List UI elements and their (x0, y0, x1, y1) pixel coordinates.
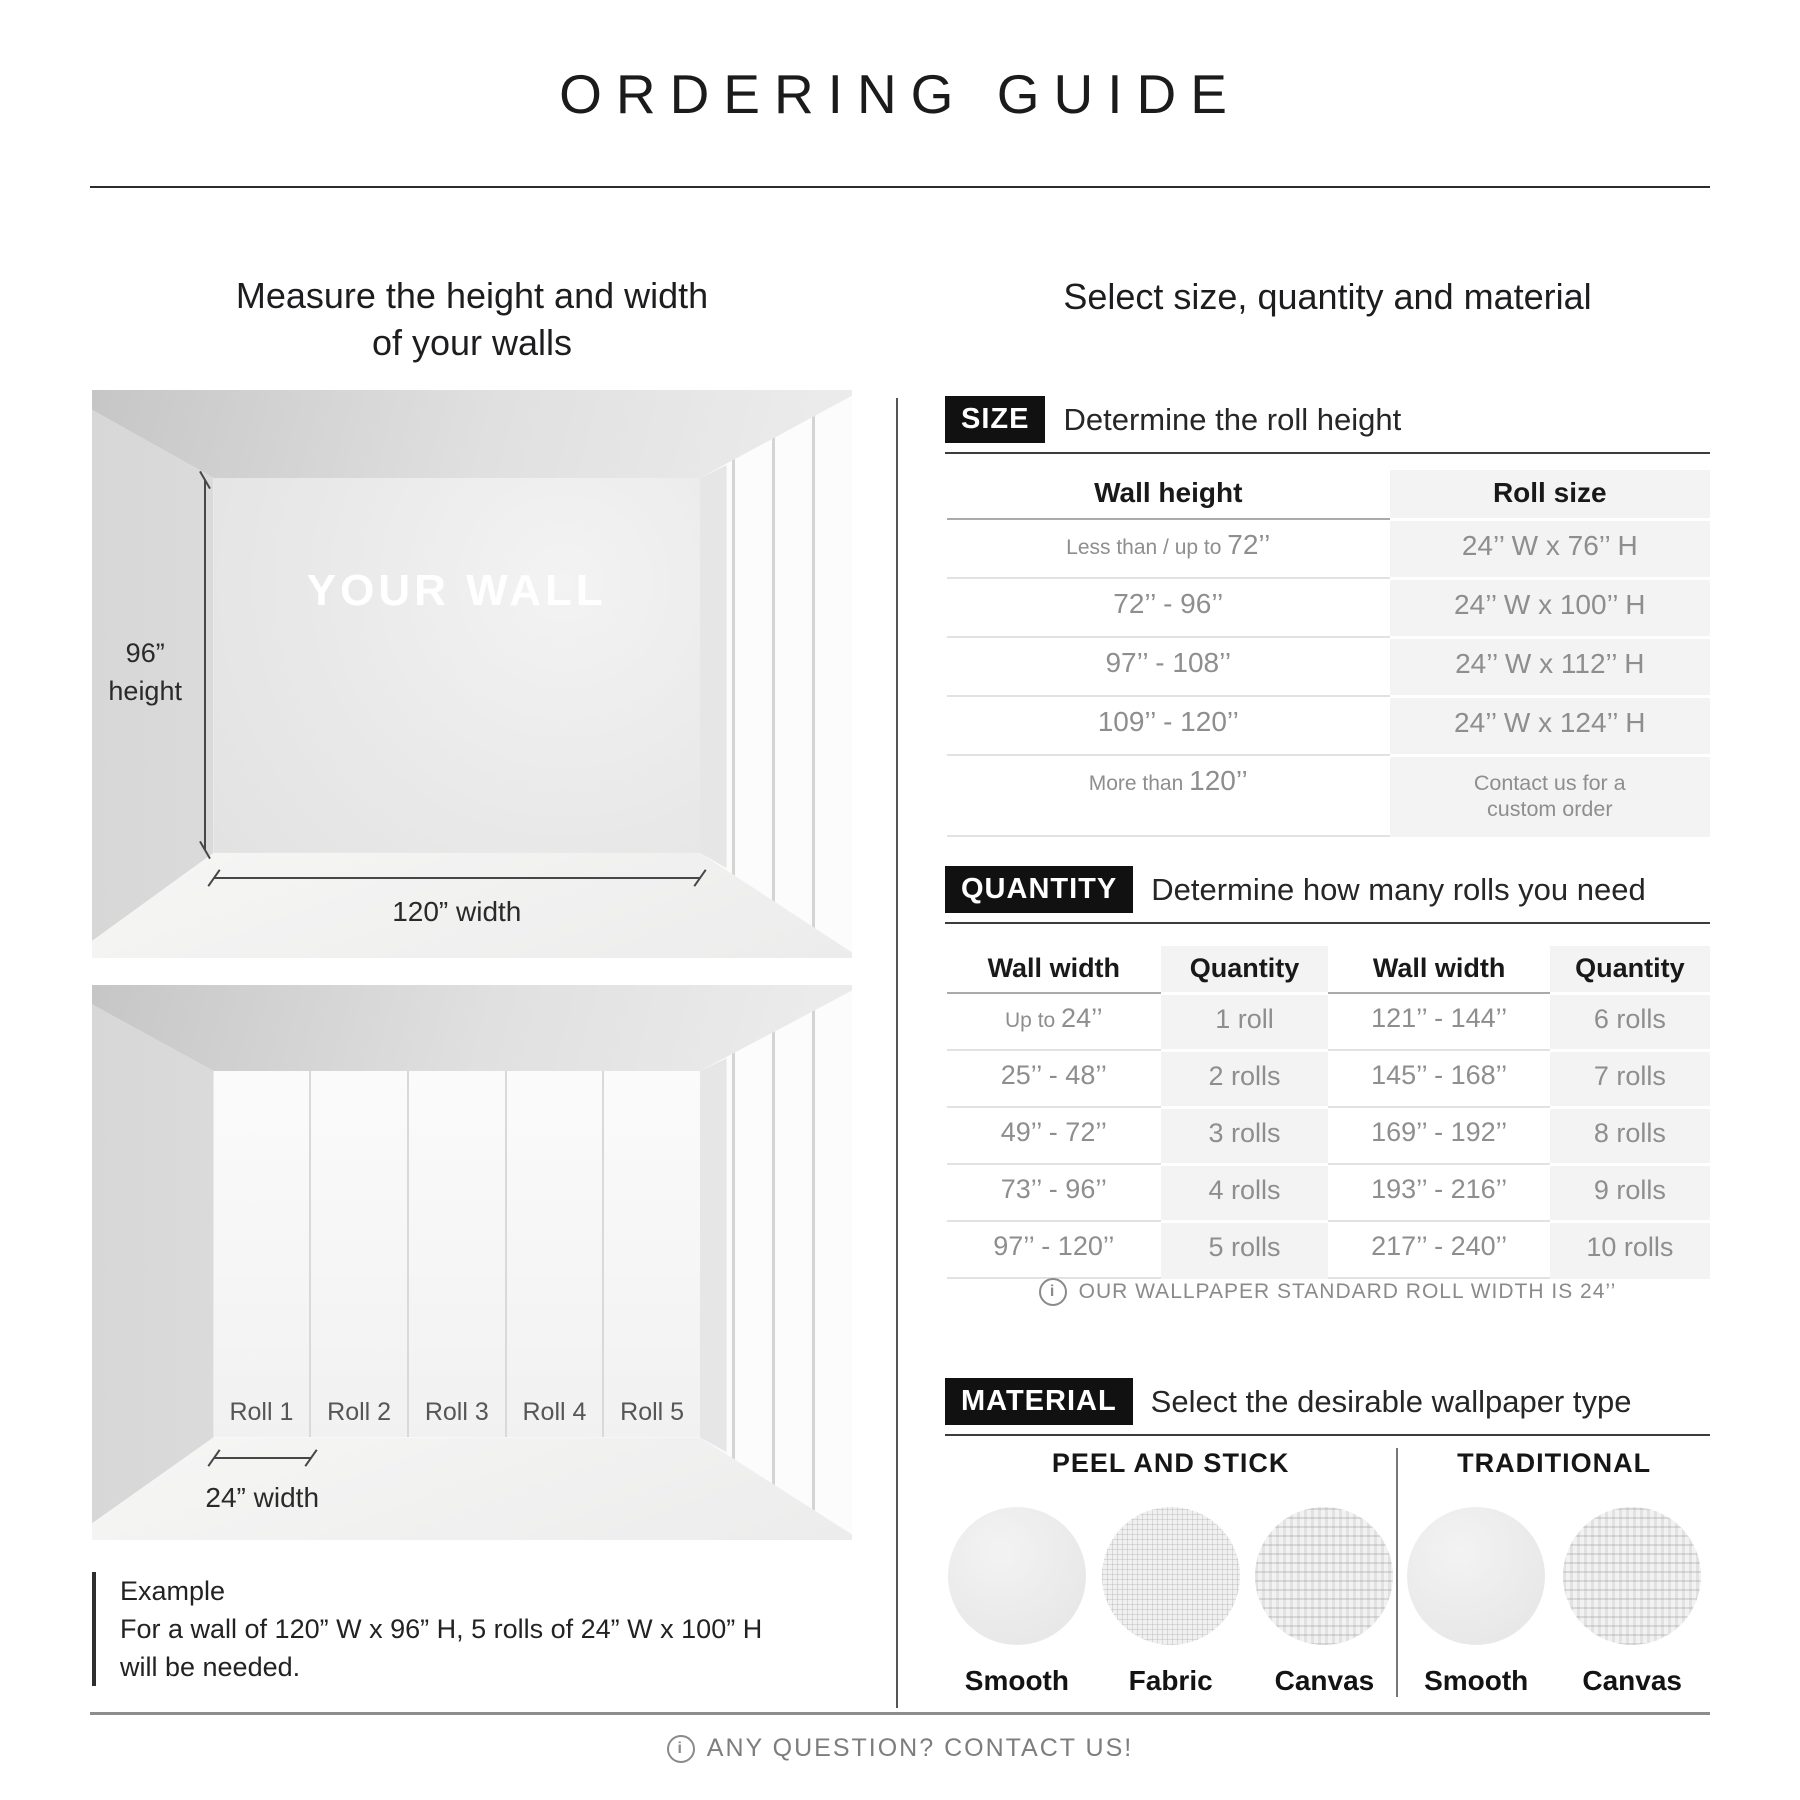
quantity-header-wall-width-1: Wall width (987, 953, 1121, 983)
size-table-row (947, 518, 1710, 577)
quantity-header-quantity-2: Quantity (1550, 946, 1710, 992)
wall-width-cell: 193’’ - 216’’ (1328, 1163, 1549, 1220)
material-swatch (1559, 1507, 1705, 1697)
roll-width-note (945, 1278, 1710, 1306)
wall-width-cell: 145’’ - 168’’ (1328, 1049, 1549, 1106)
quantity-cell: 3 rolls (1161, 1106, 1329, 1163)
quantity-table-body (947, 992, 1710, 1279)
wall-height-cell: Less than / up to 72’’ (947, 518, 1390, 577)
height-value: 96” (125, 638, 165, 669)
height-dimension-label (92, 634, 198, 710)
roll-size-cell: 24’’ W x 124’’ H (1390, 695, 1710, 754)
size-section-header (945, 396, 1710, 454)
quantity-header-wall-width-2: Wall width (1372, 953, 1506, 983)
room-illustration-measure (92, 390, 852, 958)
measure-heading-line2: of your walls (371, 322, 573, 363)
material-section-tag: MATERIAL (945, 1378, 1133, 1425)
quantity-table-row (947, 1106, 1710, 1163)
wall-width-cell: 121’’ - 144’’ (1328, 992, 1549, 1049)
info-icon (1039, 1278, 1067, 1306)
size-header-roll-size: Roll size (1390, 470, 1710, 518)
wall-width-cell: 97’’ - 120’’ (947, 1220, 1161, 1279)
quantity-cell: 2 rolls (1161, 1049, 1329, 1106)
footer-note (0, 1734, 1800, 1763)
wall-width-cell: 217’’ - 240’’ (1328, 1220, 1549, 1279)
width-dimension-label: 120” width (392, 895, 522, 927)
material-group-peel-and-stick (945, 1448, 1398, 1697)
roll-size-cell: 24’’ W x 112’’ H (1390, 636, 1710, 695)
roll-width-label: 24” width (205, 1481, 320, 1513)
height-word: height (108, 676, 182, 707)
wall-height-cell: 97’’ - 108’’ (947, 636, 1390, 695)
roll-panel (505, 1071, 603, 1437)
room-back-wall (214, 478, 700, 853)
quantity-table-row (947, 1163, 1710, 1220)
texture-circle (1255, 1507, 1393, 1645)
size-table-header (947, 470, 1710, 518)
wall-width-cell: 25’’ - 48’’ (947, 1049, 1161, 1106)
column-divider (896, 398, 898, 1708)
size-section-tag: SIZE (945, 396, 1045, 443)
quantity-table-row (947, 1220, 1710, 1279)
swatch-label: Canvas (1274, 1665, 1375, 1696)
size-table-body (947, 518, 1710, 837)
footer-text: ANY QUESTION? CONTACT US! (706, 1734, 1134, 1762)
roll-size-cell: Contact us for a custom order (1390, 754, 1710, 837)
swatch-list (1398, 1507, 1710, 1697)
measure-heading-line1: Measure the height and width (235, 275, 709, 316)
roll-panel (214, 1071, 310, 1437)
quantity-cell: 7 rolls (1550, 1049, 1710, 1106)
roll-label: Roll 2 (327, 1398, 392, 1427)
material-group-name: TRADITIONAL (1457, 1448, 1652, 1478)
quantity-table-header (947, 946, 1710, 992)
quantity-section-title: Determine how many rolls you need (1151, 871, 1646, 907)
material-section-title: Select the desirable wallpaper type (1150, 1383, 1632, 1419)
size-table-row (947, 754, 1710, 837)
roll-size-cell: 24’’ W x 100’’ H (1390, 577, 1710, 636)
quantity-section-header (945, 866, 1710, 924)
roll-label: Roll 3 (424, 1398, 489, 1427)
select-heading: Select size, quantity and material (1063, 276, 1592, 317)
roll-panels (214, 1071, 700, 1437)
quantity-table-row (947, 992, 1710, 1049)
info-icon (667, 1735, 695, 1763)
size-table-row (947, 577, 1710, 636)
roll-label: Roll 4 (522, 1398, 587, 1427)
height-dimension-line (204, 480, 206, 850)
material-group-traditional (1398, 1448, 1710, 1697)
material-swatch (1099, 1507, 1243, 1697)
wall-height-cell: 109’’ - 120’’ (947, 695, 1390, 754)
example-line2: will be needed. (120, 1652, 301, 1682)
texture-circle (1563, 1507, 1701, 1645)
roll-panel (309, 1071, 407, 1437)
quantity-cell: 6 rolls (1550, 992, 1710, 1049)
swatch-label: Smooth (964, 1665, 1069, 1696)
texture-circle (1407, 1507, 1545, 1645)
wall-height-cell: 72’’ - 96’’ (947, 577, 1390, 636)
size-section-title: Determine the roll height (1063, 401, 1402, 437)
swatch-label: Fabric (1128, 1665, 1213, 1696)
roll-width-dimension-line (214, 1457, 311, 1459)
quantity-cell: 8 rolls (1550, 1106, 1710, 1163)
quantity-table-row (947, 1049, 1710, 1106)
material-groups (945, 1448, 1710, 1697)
example-note (92, 1572, 840, 1686)
wall-width-cell: Up to 24’’ (947, 992, 1161, 1049)
roll-panel (602, 1071, 700, 1437)
size-header-wall-height: Wall height (1094, 477, 1243, 508)
wall-width-cell: 169’’ - 192’’ (1328, 1106, 1549, 1163)
roll-label: Roll 1 (229, 1398, 294, 1427)
texture-circle (1102, 1507, 1240, 1645)
page-title: ORDERING GUIDE (559, 63, 1241, 125)
room-illustration-rolls (92, 985, 852, 1540)
quantity-cell: 5 rolls (1161, 1220, 1329, 1279)
roll-panel (407, 1071, 505, 1437)
example-title: Example (120, 1576, 226, 1606)
swatch-list (945, 1507, 1396, 1697)
example-line1: For a wall of 120” W x 96” H, 5 rolls of 24” W x 100” H (120, 1614, 763, 1644)
quantity-cell: 10 rolls (1550, 1220, 1710, 1279)
measure-heading (92, 272, 852, 366)
material-section-header (945, 1378, 1710, 1436)
size-table-row (947, 695, 1710, 754)
roll-size-cell: 24’’ W x 76’’ H (1390, 518, 1710, 577)
quantity-header-quantity-1: Quantity (1161, 946, 1329, 992)
width-dimension-line (214, 877, 700, 879)
material-group-name: PEEL AND STICK (1051, 1448, 1290, 1478)
quantity-cell: 1 roll (1161, 992, 1329, 1049)
wall-width-cell: 73’’ - 96’’ (947, 1163, 1161, 1220)
your-wall-label: YOUR WALL (306, 566, 607, 616)
size-table (947, 470, 1710, 837)
roll-width-note-text: OUR WALLPAPER STANDARD ROLL WIDTH IS 24’’ (1078, 1280, 1617, 1303)
roll-label: Roll 5 (620, 1398, 685, 1427)
quantity-table (947, 946, 1710, 1279)
swatch-label: Canvas (1582, 1665, 1682, 1696)
header-divider (90, 186, 1710, 188)
footer-divider (90, 1712, 1710, 1715)
wall-height-cell: More than 120’’ (947, 754, 1390, 837)
wall-width-cell: 49’’ - 72’’ (947, 1106, 1161, 1163)
quantity-cell: 4 rolls (1161, 1163, 1329, 1220)
texture-circle (948, 1507, 1086, 1645)
material-swatch (1403, 1507, 1549, 1697)
quantity-cell: 9 rolls (1550, 1163, 1710, 1220)
size-table-row (947, 636, 1710, 695)
material-swatch (1253, 1507, 1397, 1697)
quantity-section-tag: QUANTITY (945, 866, 1133, 913)
swatch-label: Smooth (1424, 1665, 1529, 1696)
material-swatch (945, 1507, 1089, 1697)
